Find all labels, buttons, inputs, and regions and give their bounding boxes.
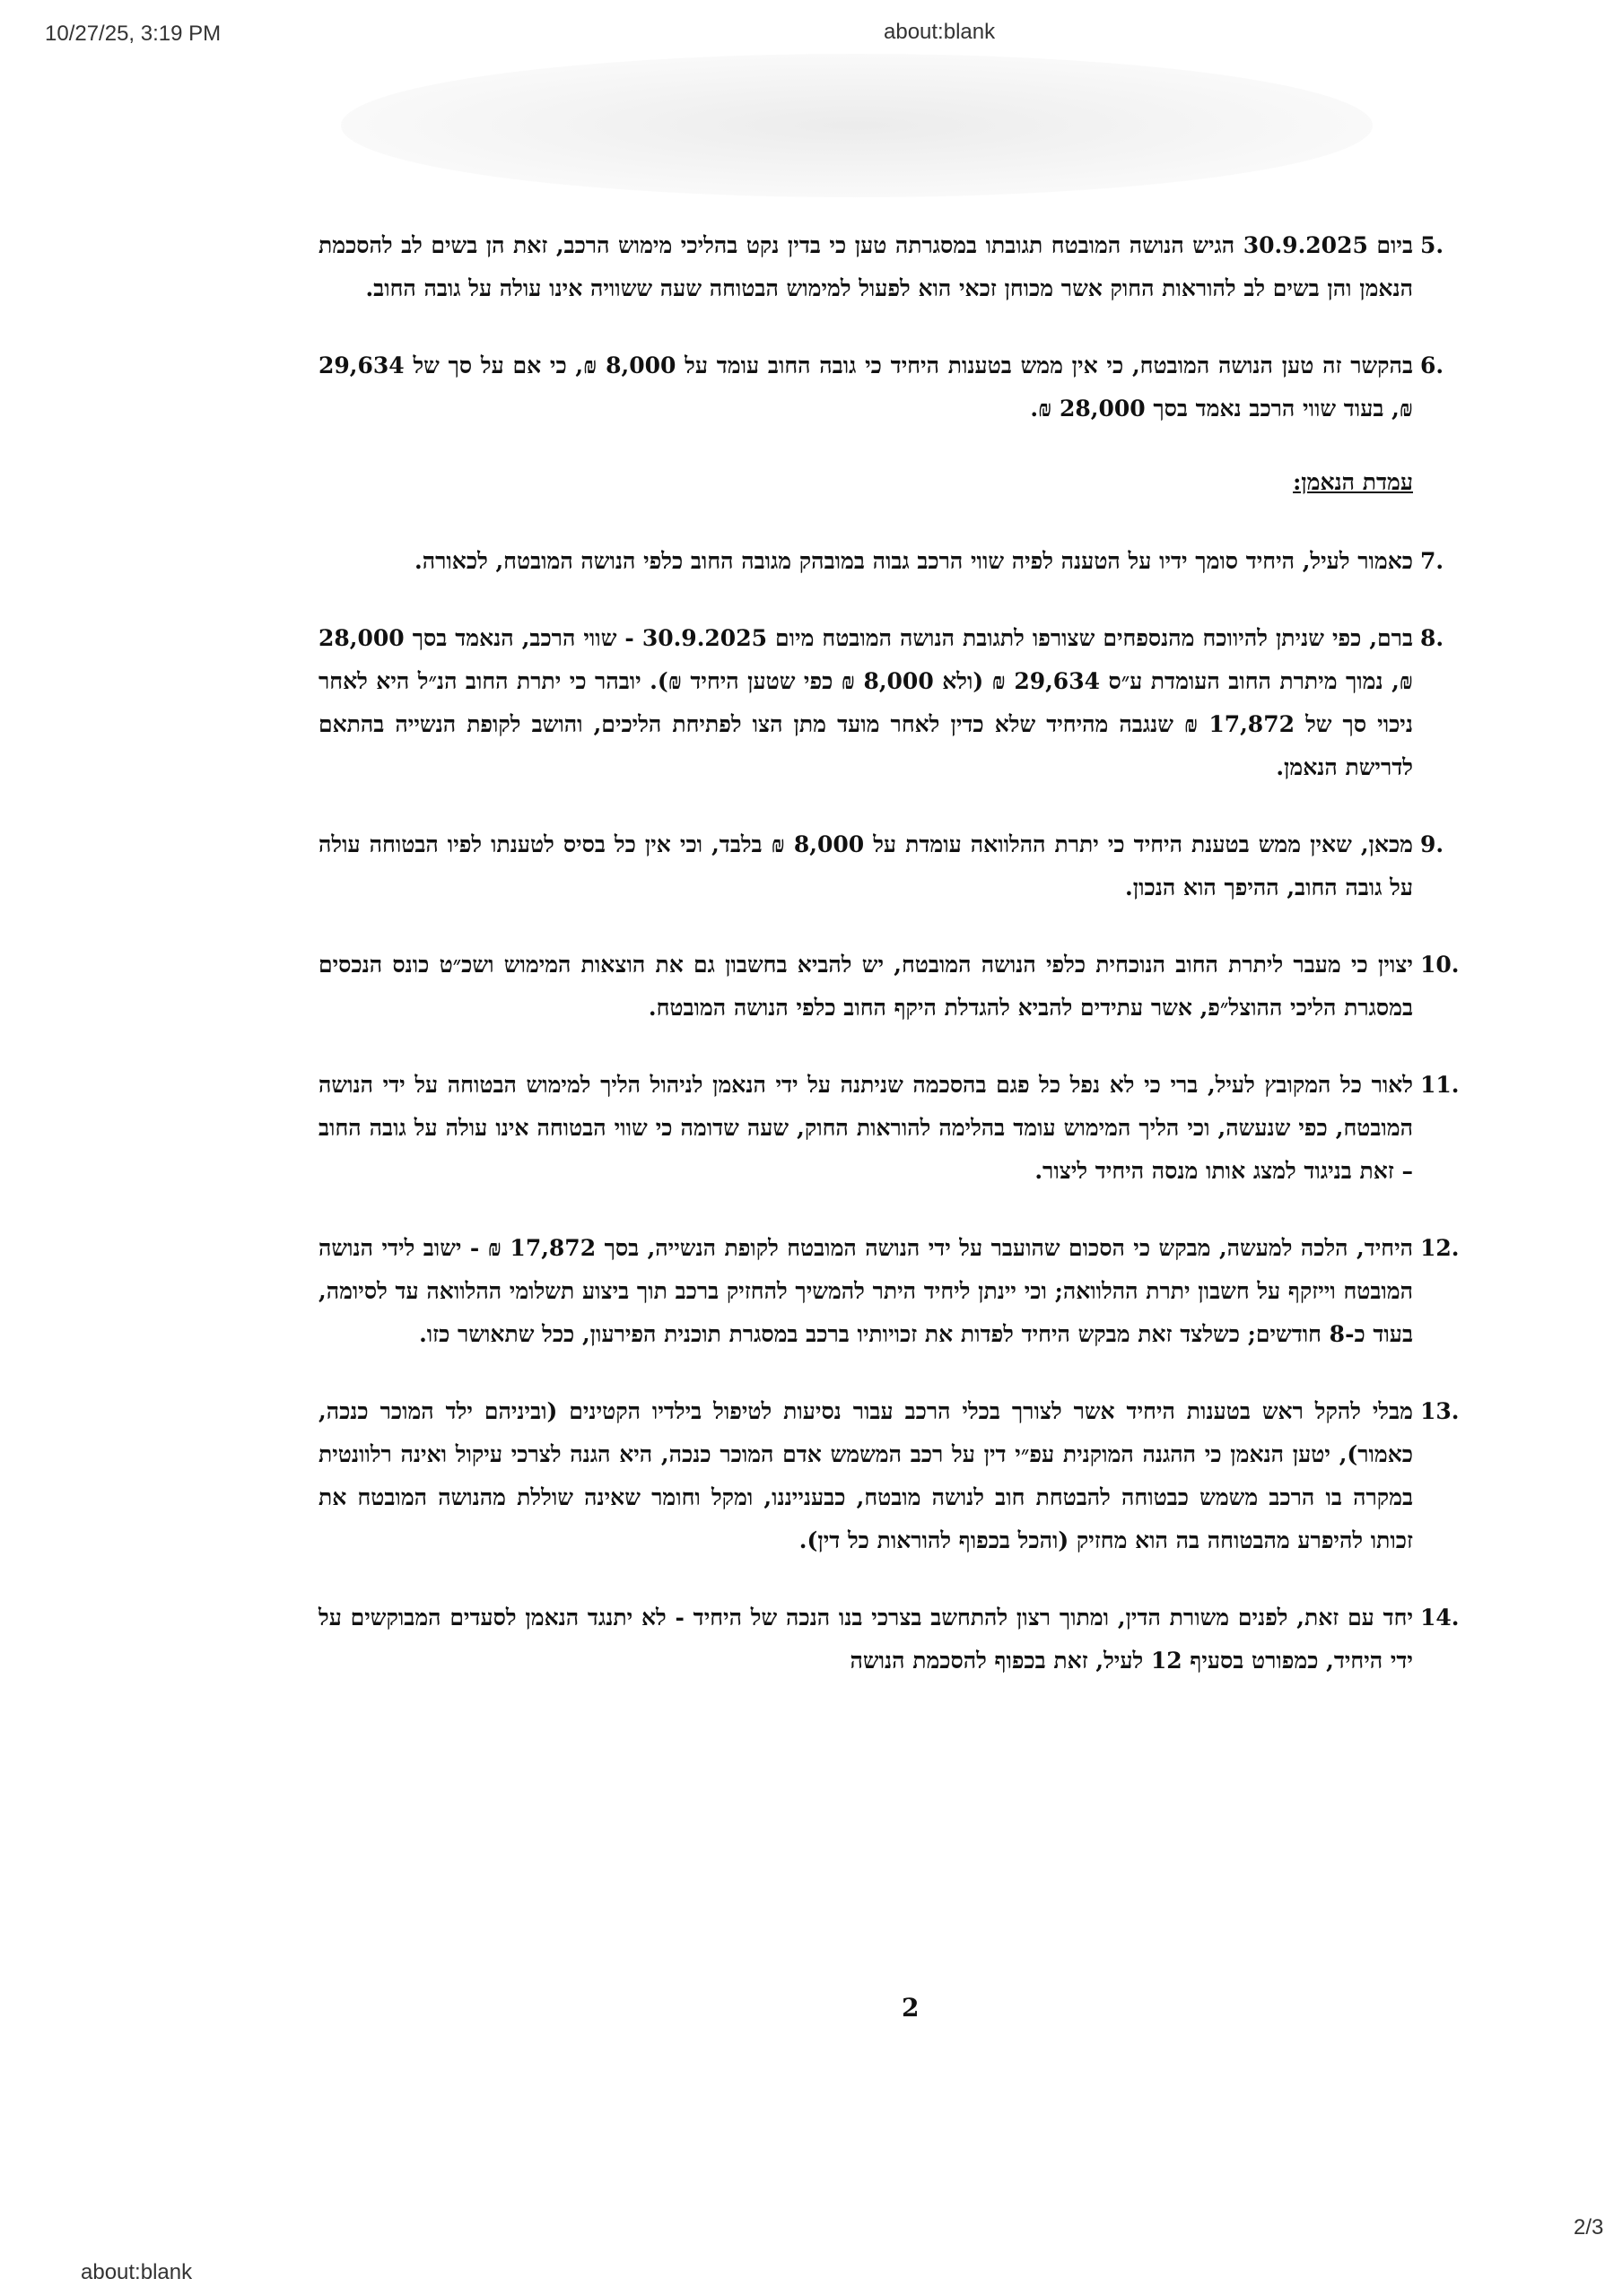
paragraph-text: היחיד, הלכה למעשה, מבקש כי הסכום שהועבר על ידי הנושה המובטח לקופת הנשייה, בסך 17,872 ₪ - ישוב לידי הנושה המובטח וייזקף על חשבון יתרת ההלוואה; וכי יינתן ליחיד היתר להמשיך להחזיק ברכב תוך ביצוע תשלומי ההלוואה עד לסיומה, בעוד כ-8 חודשים; כשלצד זאת מבקש היחיד לפדות את זכויותיו ברכב במסגרת תוכנית הפירעון, ככל שתאושר כזו. — [318, 1235, 1414, 1347]
document-body — [318, 224, 1460, 1717]
paragraph-number: 12. — [1420, 1235, 1460, 1261]
paragraph-number: 5. — [1420, 232, 1444, 258]
paragraph-9 — [318, 823, 1444, 909]
paragraph-text: לאור כל המקובץ לעיל, ברי כי לא נפל כל פגם בהסכמה שניתנה על ידי הנאמן לניהול הליך למימוש הבטוחה על ידי הנושה המובטח, כפי שנעשה, וכי הליך המימוש עומד בהלימה להוראות החוק, שעה שדומה כי שווי הבטוחה אינו עולה על גובה החוב – זאת בניגוד למצג אותו מנסה היחיד ליצור. — [318, 1072, 1413, 1184]
paragraph-6 — [318, 344, 1444, 430]
paragraph-5 — [318, 224, 1444, 310]
paragraph-number: 10. — [1420, 952, 1460, 978]
paragraph-number: 8. — [1420, 625, 1444, 651]
paragraph-7 — [318, 540, 1444, 583]
paragraph-number: 9. — [1420, 831, 1444, 857]
paragraph-text: מבלי להקל ראש בטענות היחיד אשר לצורך בכלי הרכב עבור נסיעות לטיפול בילדיו הקטינים (וביניהם ילד המוכר כנכה, כאמור), יטען הנאמן כי ההגנה המוקנית עפ״י דין על רכב המשמש אדם המוכר כנכה, היא הגנה לצרכי עיקול ואינה רלוונטית במקרה בו הרכב משמש כבטוחה להבטחת חוב לנושה מובטח, כבענייננו, ומקל וחומר שאינה שוללת מהנושה המובטח את זכותו להיפרע מהבטוחה בה הוא מחזיק (והכל בכפוף להוראות כל דין). — [318, 1398, 1413, 1553]
paragraph-13 — [318, 1390, 1460, 1562]
paragraph-number: 6. — [1420, 352, 1444, 378]
paragraph-number: 11. — [1420, 1072, 1460, 1098]
section-heading-trustee-position: עמדת הנאמן: — [1293, 469, 1413, 495]
paragraph-number: 7. — [1420, 548, 1444, 574]
paragraph-10 — [318, 944, 1460, 1030]
paragraphs-after-heading — [318, 540, 1460, 1683]
paragraph-14 — [318, 1596, 1460, 1683]
scan-smudge — [341, 54, 1373, 197]
print-header-title: about:blank — [884, 20, 996, 44]
paragraph-text: ברם, כפי שניתן להיווכח מהנספחים שצורפו לתגובת הנושה המובטח מיום 30.9.2025 - שווי הרכב, הנאמד בסך 28,000 ₪, נמוך מיתרת החוב העומדת ע״ס 29,634 ₪ (ולא 8,000 ₪ כפי שטען היחיד ₪). יובהר כי יתרת החוב הנ״ל היא לאחר ניכוי סך של 17,872 ₪ שנגבה מהיחיד שלא כדין לאחר מועד מתן הצו לפתיחת הליכים, והושב לקופת הנשייה בהתאם לדרישת הנאמן. — [318, 625, 1413, 780]
print-footer-url: about:blank — [81, 2260, 193, 2284]
paragraph-text: ביום 30.9.2025 הגיש הנושה המובטח תגובתו במסגרתה טען כי בדין נקט בהליכי מימוש הרכב, זאת הן בשים לב להסכמת הנאמן והן בשים לב להוראות החוק אשר מכוחן זכאי הוא לפעול למימוש הבטוחה שעה ששוויה אינו עולה על גובה החוב. — [318, 232, 1413, 301]
paragraph-text: יחד עם זאת, לפנים משורת הדין, ומתוך רצון להתחשב בצרכי בנו הנכה של היחיד - לא יתנגד הנאמן לסעדים המבוקשים על ידי היחיד, כמפורט בסעיף 12 לעיל, זאת בכפוף להסכמת הנושה — [318, 1605, 1413, 1674]
print-header-datetime: 10/27/25, 3:19 PM — [45, 22, 222, 46]
paragraph-8 — [318, 617, 1444, 789]
paragraphs-before-heading — [318, 224, 1444, 430]
paragraph-number: 13. — [1420, 1398, 1460, 1424]
paragraph-number: 14. — [1420, 1605, 1460, 1631]
paragraph-text: מכאן, שאין ממש בטענת היחיד כי יתרת ההלוואה עומדת על 8,000 ₪ בלבד, וכי אין כל בסיס לטענתו לפיו הבטוחה עולה על גובה החוב, ההיפך הוא הנכון. — [318, 831, 1413, 900]
paragraph-text: כאמור לעיל, היחיד סומך ידיו על הטענה לפיה שווי הרכב גבוה במובהק מגובה החוב כלפי הנושה המובטח, לכאורה. — [414, 548, 1413, 574]
page-number: 2 — [902, 1993, 920, 2022]
print-footer-page-counter: 2/3 — [1574, 2215, 1604, 2239]
paragraph-text: בהקשר זה טען הנושה המובטח, כי אין ממש בטענות היחיד כי גובה החוב עומד על 8,000 ₪, כי אם על סך של 29,634 ₪, בעוד שווי הרכב נאמד בסך 28,000 ₪. — [318, 352, 1413, 422]
paragraph-text: יצוין כי מעבר ליתרת החוב הנוכחית כלפי הנושה המובטח, יש להביא בחשבון גם את הוצאות המימוש ושכ״ט כונס הנכסים במסגרת הליכי ההוצל״פ, אשר עתידים להביא להגדלת היקף החוב כלפי הנושה המובטח. — [318, 952, 1413, 1021]
paragraph-12 — [318, 1227, 1460, 1356]
paragraph-11 — [318, 1064, 1460, 1193]
